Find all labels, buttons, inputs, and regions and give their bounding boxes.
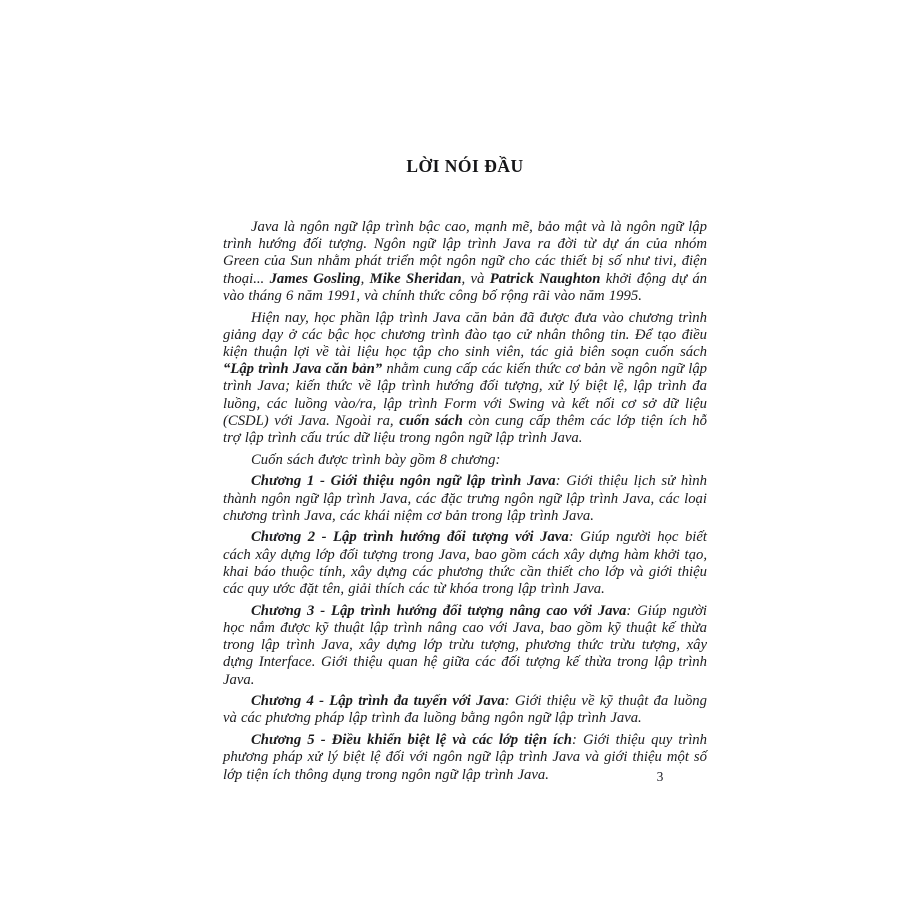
page-content (223, 155, 707, 784)
text-run: : Giới thiệu quy trình phương pháp xử lý biệt lệ đối với ngôn ngữ lập trình Java và giới thiệu một số lớp tiện ích thông dụng trong ngôn ngữ lập trình Java. (223, 732, 707, 783)
paragraph-6 (223, 603, 707, 689)
text-run: : Giúp người học nắm được kỹ thuật lập trình nâng cao với Java, bao gồm kỹ thuật kế thừa trong lập trình Java, xây dựng lớp trừu tượng, phương thức trừu tượng, xây dựng Interface. Giới thiệu quan hệ giữa các đối tượng kế thừa trong lập trình Java. (223, 602, 707, 688)
bold-text-run: James Gosling (269, 270, 361, 287)
paragraph-4 (223, 473, 707, 525)
text-run: , (360, 270, 370, 287)
bold-text-run: Chương 5 - Điều khiển biệt lệ và các lớp tiện ích (251, 732, 572, 749)
bold-text-run: “Lập trình Java căn bản” (223, 361, 383, 378)
text-run: còn cung cấp thêm các lớp tiện ích hỗ trợ lập trình cấu trúc dữ liệu trong ngôn ngữ lập trình Java. (223, 412, 707, 446)
paragraph-2 (223, 310, 707, 448)
text-run: , và (461, 270, 490, 287)
bold-text-run: Patrick Naughton (489, 270, 601, 287)
paragraph-1 (223, 219, 707, 305)
bold-text-run: cuốn sách (399, 412, 463, 429)
bold-text-run: Chương 3 - Lập trình hướng đối tượng nâng cao với Java (251, 602, 627, 619)
paragraph-8 (223, 732, 707, 784)
text-run: Hiện nay, học phần lập trình Java căn bản đã được đưa vào chương trình giảng dạy ở các bậc học chương trình đào tạo cử nhân thông tin. Để tạo điều kiện thuận lợi về tài liệu học tập cho sinh viên, tác giả biên soạn cuốn sách (223, 309, 707, 360)
text-run: : Giới thiệu về kỹ thuật đa luồng và các phương pháp lập trình đa luồng bằng ngôn ngữ lập trình Java. (223, 693, 707, 727)
text-run: : Giúp người học biết cách xây dựng lớp đối tượng trong Java, bao gồm cách xây dựng hàm khởi tạo, khai báo thuộc tính, xây dựng các phương thức cần thiết cho lớp và giới thiệu các quy ước đặt tên, giải thích các từ khóa trong lập trình Java. (223, 529, 707, 598)
paragraph-5 (223, 529, 707, 598)
paragraph-7 (223, 693, 707, 727)
page-body (223, 219, 707, 784)
text-run: Cuốn sách được trình bày gồm 8 chương: (251, 451, 501, 468)
text-run: nhằm cung cấp các kiến thức cơ bản về ngôn ngữ lập trình Java; kiến thức về lập trình hướng đối tượng, xử lý biệt lệ, lập trình đa luồng, các luồng vào/ra, lập trình Form với Swing và kết nối cơ sở dữ liệu (CSDL) với Java. Ngoài ra, (223, 361, 708, 429)
text-run: Java là ngôn ngữ lập trình bậc cao, mạnh mẽ, bảo mật và là ngôn ngữ lập trình hướng đối tượng. Ngôn ngữ lập trình Java ra đời từ dự án của nhóm Green của Sun nhằm phát triển một ngôn ngữ cho các thiết bị số như tivi, điện thoại... (223, 219, 707, 287)
bold-text-run: Chương 2 - Lập trình hướng đối tượng với Java (251, 529, 569, 546)
bold-text-run: Chương 4 - Lập trình đa tuyến với Java (251, 693, 505, 710)
page-title: LỜI NÓI ĐẦU (406, 156, 524, 176)
paragraph-3 (223, 452, 707, 469)
bold-text-run: Mike Sheridan (369, 270, 462, 287)
text-run: : Giới thiệu lịch sử hình thành ngôn ngữ lập trình Java, các đặc trưng ngôn ngữ lập trình Java, các loại chương trình Java, các khái niệm cơ bản trong lập trình Java. (223, 473, 707, 524)
text-run: khởi động dự án vào tháng 6 năm 1991, và chính thức công bố rộng rãi vào năm 1995. (223, 270, 708, 304)
page-number: 3 (656, 769, 664, 784)
bold-text-run: Chương 1 - Giới thiệu ngôn ngữ lập trình Java (251, 473, 556, 490)
